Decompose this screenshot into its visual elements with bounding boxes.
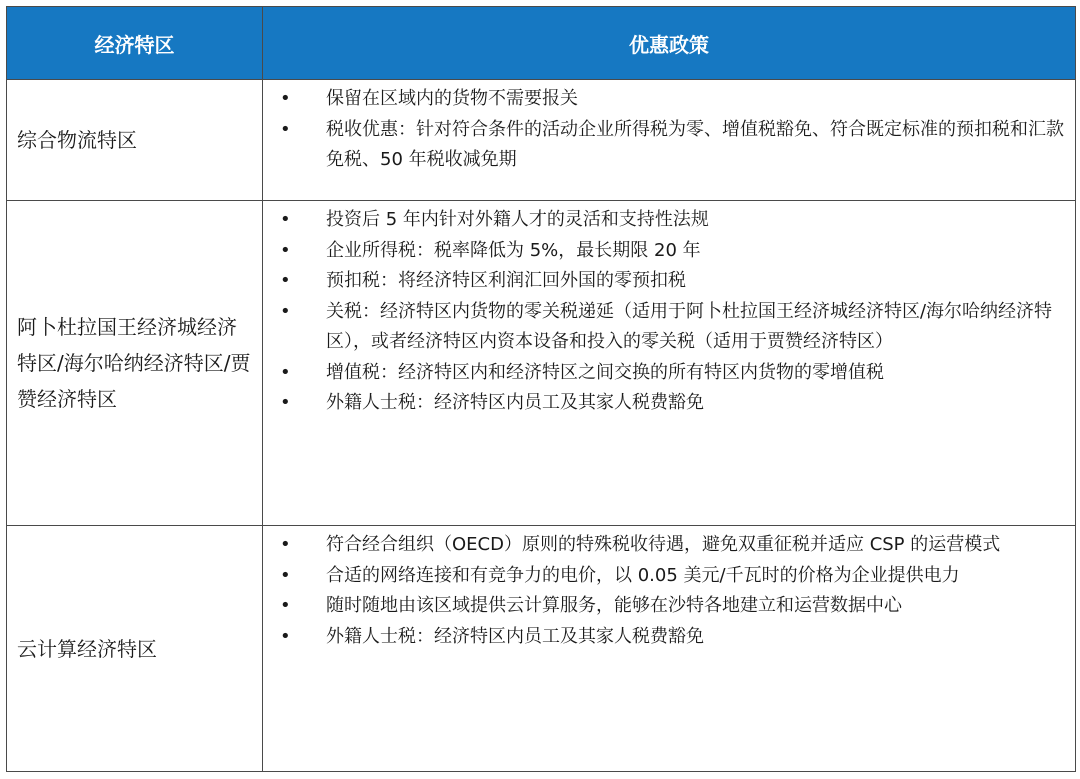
list-item <box>263 236 1067 267</box>
zone-cell: 阿卜杜拉国王经济城经济特区/海尔哈纳经济特区/贾赞经济特区 <box>7 201 263 526</box>
header-zone: 经济特区 <box>7 7 263 80</box>
list-item <box>263 297 1067 358</box>
zone-cell: 综合物流特区 <box>7 80 263 201</box>
bullet-icon: • <box>280 270 291 291</box>
bullet-icon: • <box>280 564 291 586</box>
item-text: 符合经合组织（OECD）原则的特殊税收待遇，避免双重征税并适应 CSP 的运营模式 <box>326 534 1001 555</box>
bullet-icon: • <box>280 118 291 140</box>
bullet-icon: • <box>280 300 291 322</box>
item-text: 随时随地由该区域提供云计算服务，能够在沙特各地建立和运营数据中心 <box>326 595 902 616</box>
table-row <box>7 80 1076 201</box>
policy-list <box>263 530 1067 652</box>
item-text: 预扣税：将经济特区利润汇回外国的零预扣税 <box>326 270 686 291</box>
item-text: 税收优惠：针对符合条件的活动企业所得税为零、增值税豁免、符合既定标准的预扣税和汇款免税、50 年税收减免期 <box>326 118 1064 170</box>
policy-list <box>263 84 1067 176</box>
header-policy: 优惠政策 <box>263 7 1076 80</box>
list-item <box>263 115 1067 176</box>
list-item <box>263 358 1067 389</box>
bullet-icon: • <box>280 88 291 109</box>
item-text: 企业所得税：税率降低为 5%，最长期限 20 年 <box>326 239 701 261</box>
bullet-icon: • <box>280 534 291 555</box>
item-text: 增值税：经济特区内和经济特区之间交换的所有特区内货物的零增值税 <box>326 361 884 383</box>
sez-policy-table <box>6 6 1076 772</box>
list-item <box>263 622 1067 653</box>
zone-cell: 云计算经济特区 <box>7 526 263 772</box>
item-text: 外籍人士税：经济特区内员工及其家人税费豁免 <box>326 625 704 647</box>
policy-list <box>263 205 1067 419</box>
table-row <box>7 526 1076 772</box>
table-header-row <box>7 7 1076 80</box>
list-item <box>263 530 1067 561</box>
table-row <box>7 201 1076 526</box>
bullet-icon: • <box>280 361 291 383</box>
bullet-icon: • <box>280 392 291 413</box>
item-text: 保留在区域内的货物不需要报关 <box>326 88 578 109</box>
bullet-icon: • <box>280 625 291 647</box>
policy-cell <box>263 201 1076 526</box>
item-text: 投资后 5 年内针对外籍人才的灵活和支持性法规 <box>326 209 709 230</box>
item-text: 关税：经济特区内货物的零关税递延（适用于阿卜杜拉国王经济城经济特区/海尔哈纳经济特区），或者经济特区内资本设备和投入的零关税（适用于贾赞经济特区） <box>326 300 1053 352</box>
list-item <box>263 388 1067 419</box>
bullet-icon: • <box>280 239 291 261</box>
document-page <box>6 6 1075 772</box>
list-item <box>263 205 1067 236</box>
list-item <box>263 591 1067 622</box>
policy-cell <box>263 526 1076 772</box>
list-item <box>263 266 1067 297</box>
policy-cell <box>263 80 1076 201</box>
list-item <box>263 84 1067 115</box>
list-item <box>263 561 1067 592</box>
bullet-icon: • <box>280 595 291 616</box>
item-text: 外籍人士税：经济特区内员工及其家人税费豁免 <box>326 392 704 413</box>
item-text: 合适的网络连接和有竞争力的电价，以 0.05 美元/千瓦时的价格为企业提供电力 <box>326 564 960 586</box>
bullet-icon: • <box>280 209 291 230</box>
